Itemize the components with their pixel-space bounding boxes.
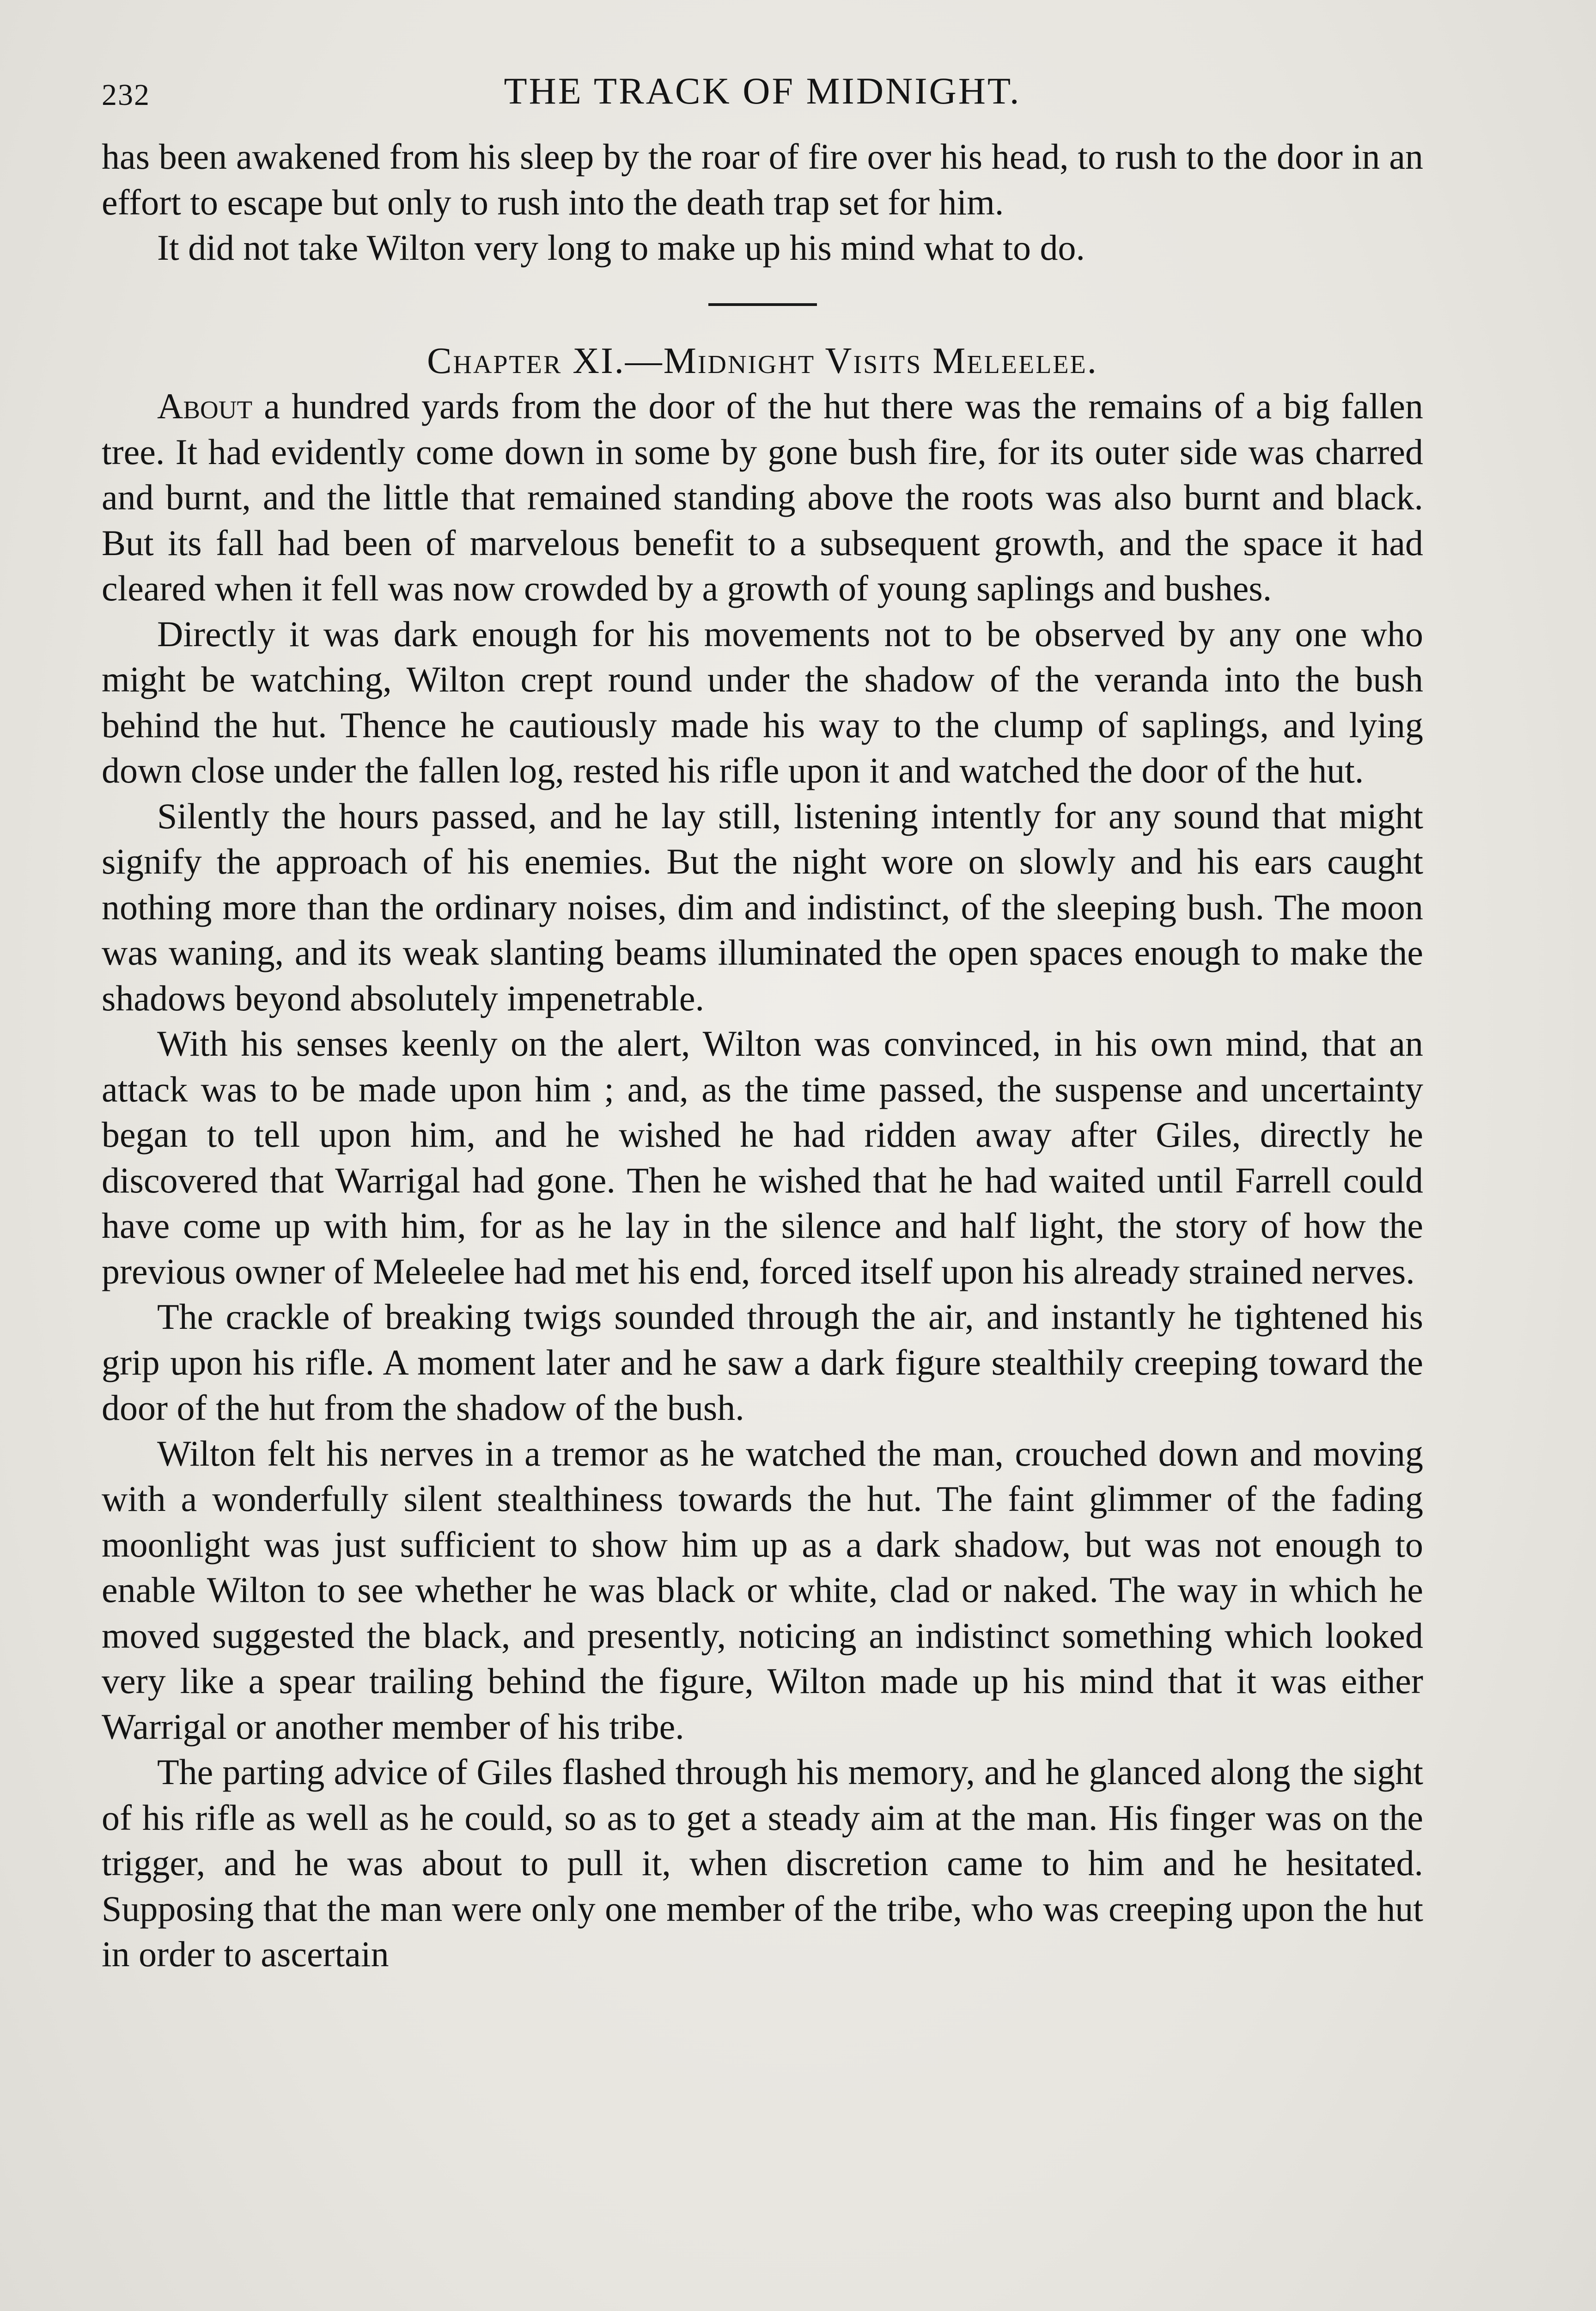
page-number: 232 — [102, 78, 150, 112]
running-title: THE TRACK OF MIDNIGHT. — [504, 70, 1021, 112]
chapter-heading: Chapter XI.—Midnight Visits Meleelee. — [427, 340, 1098, 381]
paragraph-1-lead: About — [157, 386, 253, 426]
paragraph-1-text: a hundred yards from the door of the hut there was the remains of a big fallen tree. It had evidently come down in some by gone bush fire, for its outer side was charred and burnt, and the little that remained standing above the roots was also burnt and black. But its fall had been of marvelous benefit to a subsequent growth, and the space it had cleared when it fell was now crowded by a growth of young saplings and bushes. — [102, 386, 1424, 608]
paragraph-decision: It did not take Wilton very long to make up his mind what to do. — [157, 227, 1085, 268]
paragraph-continuation: has been awakened from his sleep by the roar of fire over his head, to rush to the door in an effort to escape but only to rush into the death trap set for him. — [102, 136, 1423, 222]
paragraph-1 — [102, 384, 1423, 611]
paragraph-2: Directly it was dark enough for his movements not to be observed by any one who might be watching, Wilton crept round under the shadow of the veranda into the bush behind the hut. Thence he cautiously made his way to the clump of saplings, and lying down close under the fallen log, rested his rifle upon it and watched the door of the hut. — [102, 613, 1423, 790]
paragraph-3: Silently the hours passed, and he lay still, listening intently for any sound that might signify the approach of his enemies. But the night wore on slowly and his ears caught nothing more than the ordinary noises, dim and indistinct, of the sleeping bush. The moon was waning, and its weak slanting beams illuminated the open spaces enough to make the shadows beyond absolutely impenetrable. — [102, 795, 1423, 1018]
paragraph-6: Wilton felt his nerves in a tremor as he watched the man, crouched down and moving with a wonderfully silent stealthiness towards the hut. The faint glimmer of the fading moonlight was just sufficient to show him up as a dark shadow, but was not enough to enable Wilton to see whether he was black or white, clad or naked. The way in which he moved suggested the black, and presently, noticing an indistinct something which looked very like a spear trailing behind the figure, Wilton made up his mind that it was either Warrigal or another member of his tribe. — [102, 1433, 1423, 1747]
section-divider — [708, 303, 817, 306]
paragraph-5: The crackle of breaking twigs sounded through the air, and instantly he tightened his grip upon his rifle. A moment later and he saw a dark figure stealthily creeping toward the door of the hut from the shadow of the bush. — [102, 1296, 1423, 1428]
paragraph-4: With his senses keenly on the alert, Wilton was convinced, in his own mind, that an attack was to be made upon him ; and, as the time passed, the suspense and uncertainty began to tell upon him, and he wished he had ridden away after Giles, directly he discovered that Warrigal had gone. Then he wished that he had waited until Farrell could have come up with him, for as he lay in the silence and half light, the story of how the previous owner of Meleelee had met his end, forced itself upon his already strained nerves. — [102, 1023, 1423, 1291]
page-header — [102, 69, 1423, 120]
paragraph-7: The parting advice of Giles flashed through his memory, and he glanced along the sight of his rifle as well as he could, so as to get a steady aim at the man. His finger was on the trigger, and he was about to pull it, when discretion came to him and he hesitated. Supposing that the man were only one member of the tribe, who was creeping upon the hut in order to ascertain — [102, 1752, 1423, 1974]
body-text — [102, 134, 1423, 1977]
